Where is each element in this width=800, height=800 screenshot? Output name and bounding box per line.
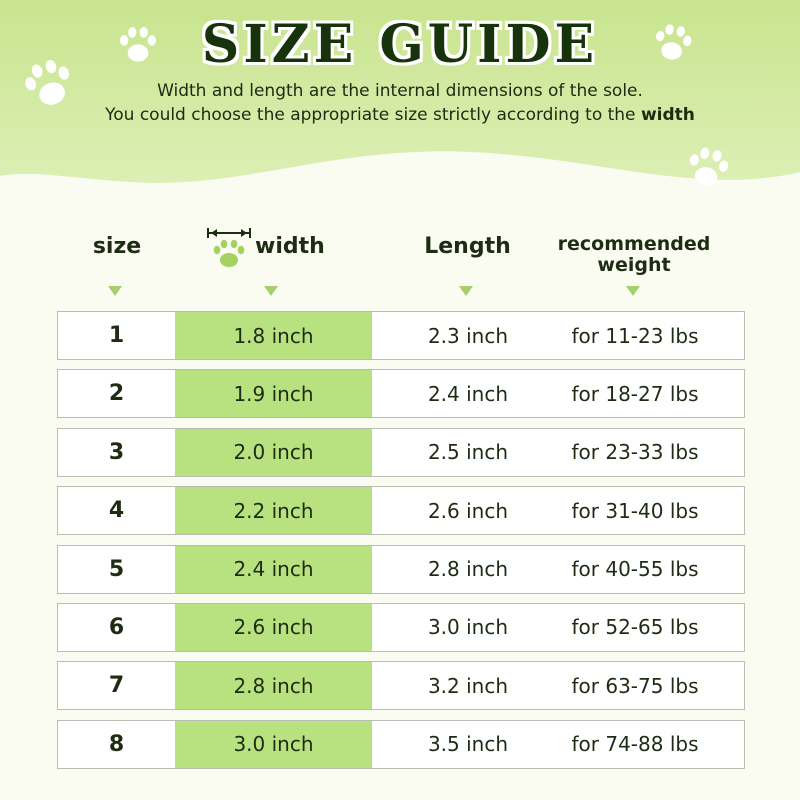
width-cell: 2.6 inch <box>233 615 314 640</box>
down-triangle-icon <box>264 286 278 296</box>
size-cell: 8 <box>108 731 125 757</box>
header <box>0 0 800 127</box>
width-cell: 1.9 inch <box>233 381 314 406</box>
column-header-size-label: size <box>92 234 142 259</box>
weight-cell: for 31-40 lbs <box>571 498 699 523</box>
size-cell: 1 <box>108 323 125 348</box>
size-table <box>57 311 745 778</box>
width-cell: 2.2 inch <box>233 498 314 523</box>
size-cell: 2 <box>108 381 125 407</box>
table-row <box>57 661 745 710</box>
width-cell: 1.8 inch <box>233 323 314 348</box>
subtitle-line-2 <box>0 103 800 127</box>
column-header-weight-line-1: recommended <box>557 233 711 255</box>
size-cell: 5 <box>108 556 125 582</box>
column-header-width-label: width <box>255 234 325 259</box>
size-cell: 4 <box>108 498 125 524</box>
length-cell: 3.5 inch <box>427 732 509 757</box>
subtitle-line-1: Width and length are the internal dimensions of the sole. <box>157 81 643 101</box>
table-row <box>57 720 745 769</box>
table-row <box>57 428 745 477</box>
weight-cell: for 18-27 lbs <box>571 381 699 406</box>
weight-cell: for 63-75 lbs <box>571 673 699 698</box>
length-cell: 2.5 inch <box>427 440 509 465</box>
down-triangle-icon <box>459 286 473 296</box>
width-cell: 2.8 inch <box>233 673 314 698</box>
weight-cell: for 40-55 lbs <box>571 557 699 582</box>
weight-cell: for 11-23 lbs <box>571 323 699 348</box>
page-title: SIZE GUIDE <box>201 14 599 75</box>
paw-print-icon <box>678 138 737 197</box>
subtitle-emphasis: width <box>640 105 695 125</box>
weight-cell: for 23-33 lbs <box>571 440 699 465</box>
size-cell: 3 <box>108 439 125 465</box>
width-cell: 2.0 inch <box>233 440 314 465</box>
down-triangle-icon <box>108 286 122 296</box>
subtitle <box>0 79 800 127</box>
table-row <box>57 486 745 535</box>
size-cell: 6 <box>108 614 125 640</box>
table-row <box>57 369 745 418</box>
column-header-size <box>72 236 162 258</box>
column-header-width <box>255 236 345 258</box>
width-cell: 3.0 inch <box>233 732 314 757</box>
column-header-length <box>405 236 530 258</box>
length-cell: 3.2 inch <box>427 673 509 698</box>
weight-cell: for 52-65 lbs <box>571 615 699 640</box>
width-cell: 2.4 inch <box>233 557 314 582</box>
subtitle-line-2-text: You could choose the appropriate size strictly according to the <box>105 105 636 125</box>
size-cell: 7 <box>108 673 125 699</box>
column-header-weight <box>540 234 728 276</box>
length-cell: 2.3 inch <box>427 323 509 348</box>
length-cell: 2.8 inch <box>427 557 509 582</box>
table-row <box>57 603 745 652</box>
width-measure-icon <box>205 224 253 272</box>
down-triangle-icon <box>626 286 640 296</box>
length-cell: 3.0 inch <box>427 615 509 640</box>
table-row <box>57 311 745 360</box>
length-cell: 2.6 inch <box>427 498 509 523</box>
table-row <box>57 545 745 594</box>
column-header-weight-line-2: weight <box>597 254 671 276</box>
column-header-length-label: Length <box>424 234 511 259</box>
weight-cell: for 74-88 lbs <box>571 732 699 757</box>
length-cell: 2.4 inch <box>427 381 509 406</box>
